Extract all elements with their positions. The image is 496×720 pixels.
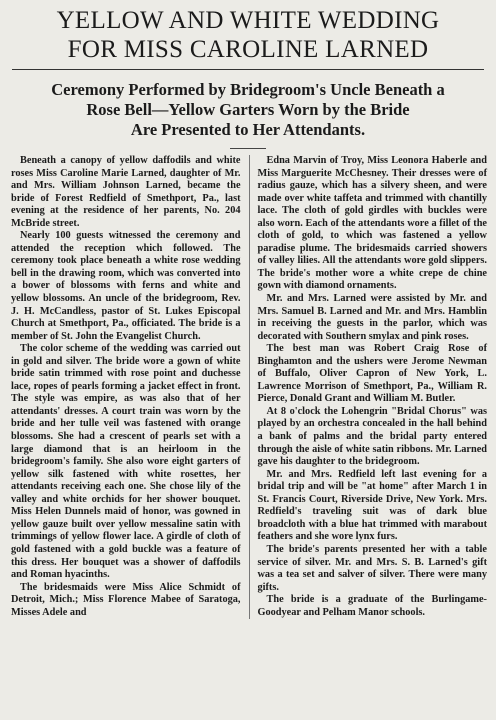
section-rule bbox=[230, 148, 266, 149]
subheadline bbox=[8, 80, 488, 140]
article-body bbox=[0, 155, 496, 619]
subheadline-line-2: Rose Bell—Yellow Garters Worn by the Bride bbox=[86, 100, 410, 119]
column-right bbox=[257, 155, 487, 619]
headline-line-1: YELLOW AND WHITE WEDDING bbox=[56, 7, 440, 34]
subheadline-line-3: Are Presented to Her Attendants. bbox=[130, 120, 366, 139]
column-left bbox=[11, 155, 241, 619]
paragraph: At 8 o'clock the Lohengrin "Bridal Chorus" was played by an orchestra concealed in the hall behind a bank of palms and the bridal party entered through the aisle of white satin ribbons. Mr. Larned gave his daughter to the bridegroom. bbox=[257, 405, 487, 468]
paragraph: Edna Marvin of Troy, Miss Leonora Haberle and Miss Marguerite McChesney. Their dresses were of radius gauze, which has a silvery sheen, and were made over white taffeta and trimmed with chantilly lace. The cloth of gold girdles with buckles were also worn. Each of the attendants wore a fillet of the cloth of gold, to which was fastened a yellow paradise plume. The bridesmaids carried showers of valley lilies. All the attendants wore gold slippers. The bride's mother wore a white crepe de chine gown with diamond ornaments. bbox=[257, 155, 487, 292]
paragraph: The bride's parents presented her with a table service of silver. Mr. and Mrs. S. B. Larned's gift was a tea set and salver of silver. There were many gifts. bbox=[257, 543, 487, 593]
paragraph: The color scheme of the wedding was carried out in gold and silver. The bride wore a gown of white bride satin trimmed with rose point and duchesse lace, ropes of pearls forming a jacket effect in front. The style was empire, as was also that of her attendants' dresses. A court train was worn by the bride and her tulle veil was fastened with orange blossoms. She had a crescent of pearls set with a large diamond that is an heirloom in the bridegroom's family. She also wore eight garters of yellow silk fastened with white rosettes, her attendants receiving each one. She chose lily of the valley and white orchids for her shower bouquet. Miss Helen Dunnels maid of honor, was gowned in yellow gauze built over yellow messaline satin with trimmings of yellow flower lace. A girdle of cloth of gold fastened with a gold buckle was a feature of this dress. Her bouquet was a shower of daffodils and Roman hyacinths. bbox=[11, 343, 241, 581]
headline-line-2: FOR MISS CAROLINE LARNED bbox=[67, 36, 429, 63]
column-divider bbox=[249, 155, 250, 619]
paragraph: Nearly 100 guests witnessed the ceremony and attended the reception which followed. The ceremony took place beneath a white rose wedding bell in the drawing room, which was converted into a bower of blossoms with ferns and white and yellow blossoms. An uncle of the bridegroom, Rev. J. H. McCandless, pastor of St. Lukes Episcopal Church at Smethport, Pa., officiated. The bride is a member of St. John the Evangelist Church. bbox=[11, 230, 241, 342]
paragraph: The bridesmaids were Miss Alice Schmidt of Detroit, Mich.; Miss Florence Mabee of Saratoga, Misses Adele and bbox=[11, 581, 241, 618]
headline-rule bbox=[12, 69, 484, 70]
paragraph: Mr. and Mrs. Redfield left last evening for a bridal trip and will be "at home" after March 1 in St. Francis Court, Riverside Drive, New York. Mrs. Redfield's traveling suit was of dark blue broadcloth with a blue hat trimmed with marabout feathers and she wore lynx furs. bbox=[257, 468, 487, 543]
paragraph: Beneath a canopy of yellow daffodils and white roses Miss Caroline Marie Larned, daughter of Mr. and Mrs. William Johnson Larned, became the bride of Forest Redfield of Smethport, Pa., last evening at the residence of her parents, No. 204 McBride street. bbox=[11, 155, 241, 229]
headline bbox=[6, 6, 490, 64]
subheadline-line-1: Ceremony Performed by Bridegroom's Uncle Beneath a bbox=[51, 80, 445, 99]
paragraph: The bride is a graduate of the Burlingame-Goodyear and Pelham Manor schools. bbox=[257, 594, 487, 618]
paragraph: The best man was Robert Craig Rose of Binghamton and the ushers were Jerome Newman of Buffalo, Oliver Capron of New York, L. Lawrence Morrison of Smethport, Pa., William R. Pierce, Donald Grant and William M. Butler. bbox=[257, 343, 487, 405]
paragraph: Mr. and Mrs. Larned were assisted by Mr. and Mrs. Samuel B. Larned and Mr. and Mrs. Hamblin in receiving the guests in the parlor, which was decorated with Southern smylax and pink roses. bbox=[257, 293, 487, 342]
